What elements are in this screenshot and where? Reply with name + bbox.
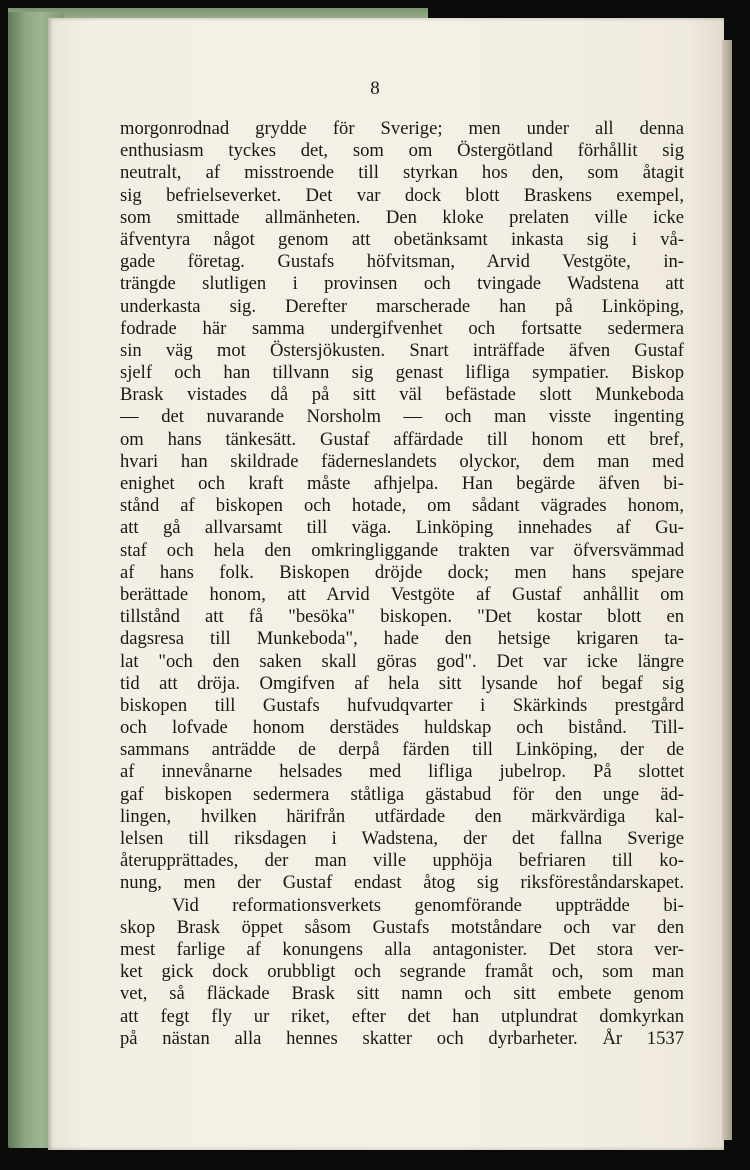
text-line: återupprättades, der man ville upphöja befriaren till ko- xyxy=(120,850,684,872)
text-line: berättade honom, att Arvid Vestgöte af Gustaf anhållit om xyxy=(120,583,684,605)
text-line: att fegt fly ur riket, efter det han utplundrat domkyrkan xyxy=(120,1005,684,1027)
page-number: 8 xyxy=(370,78,380,99)
text-line: gade företag. Gustafs höfvitsman, Arvid Vestgöte, in- xyxy=(120,251,684,273)
text-line: som smittade allmänheten. Den kloke prelaten ville icke xyxy=(120,206,684,228)
text-line: morgonrodnad grydde för Sverige; men under all denna xyxy=(120,118,684,139)
text-line: nung, men der Gustaf endast åtog sig riksföreståndarskapet. xyxy=(120,872,684,894)
text-line: sig befrielseverket. Det var dock blott Braskens exempel, xyxy=(120,184,684,206)
text-line: ket gick dock orubbligt och segrande framåt och, som man xyxy=(120,961,684,983)
text-line: tillstånd att få "besöka" biskopen. "Det kostar blott en xyxy=(120,606,684,628)
text-line: biskopen till Gustafs hufvudqvarter i Skärkinds prestgård xyxy=(120,694,684,716)
text-line: sjelf och han tillvann sig genast lifliga sympatier. Biskop xyxy=(120,362,684,384)
text-line: enthusiasm tyckes det, som om Östergötland förhållit sig xyxy=(120,140,684,162)
text-line: om hans tänkesätt. Gustaf affärdade till honom ett bref, xyxy=(120,428,684,450)
text-line: på nästan alla hennes skatter och dyrbarheter. År 1537 xyxy=(120,1027,684,1049)
text-line: stånd af biskopen och hotade, om sådant vägrades honom, xyxy=(120,495,684,517)
text-line: fodrade här samma undergifvenhet och fortsatte sedermera xyxy=(120,317,684,339)
text-line: — det nuvarande Norsholm — och man visste ingenting xyxy=(120,406,684,428)
text-line: Brask vistades då på sitt väl befästade slott Munkeboda xyxy=(120,384,684,406)
text-line: dagsresa till Munkeboda", hade den hetsige krigaren ta- xyxy=(120,628,684,650)
text-line: lat "och den saken skall göras god". Det var icke längre xyxy=(120,650,684,672)
text-line: äfventyra något genom att obetänksamt inkasta sig i vå- xyxy=(120,228,684,250)
text-line: vet, så fläckade Brask sitt namn och sitt embete genom xyxy=(120,983,684,1005)
text-line: staf och hela den omkringliggande trakten var öfversvämmad xyxy=(120,539,684,561)
body-text xyxy=(120,118,684,1050)
text-line: och lofvade honom derstädes huldskap och bistånd. Till- xyxy=(120,717,684,739)
text-line: skop Brask öppet såsom Gustafs motståndare och var den xyxy=(120,916,684,938)
text-line: af innevånarne helsades med lifliga jubelrop. På slottet xyxy=(120,761,684,783)
text-line: enighet och kraft måste afhjelpa. Han begärde äfven bi- xyxy=(120,473,684,494)
text-line: neutralt, af misstroende till styrkan hos den, som åtagit xyxy=(120,162,684,184)
text-line: Vid reformationsverkets genomförande uppträdde bi- xyxy=(172,894,684,916)
text-line: sammans anträdde de derpå färden till Linköping, der de xyxy=(120,739,684,761)
text-line: af hans folk. Biskopen dröjde dock; men hans spejare xyxy=(120,561,684,583)
text-line: lingen, hvilken härifrån utfärdade den märkvärdiga kal- xyxy=(120,805,684,827)
text-line: tid att dröja. Omgifven af hela sitt lysande hof begaf sig xyxy=(120,672,684,694)
text-line: lelsen till riksdagen i Wadstena, der det fallna Sverige xyxy=(120,828,684,849)
text-line: hvari han skildrade fäderneslandets olyckor, dem man med xyxy=(120,450,684,472)
text-line: sin väg mot Östersjökusten. Snart inträffade äfven Gustaf xyxy=(120,339,684,361)
page-edge xyxy=(722,40,732,1140)
text-line: underkasta sig. Derefter marscherade han på Linköping, xyxy=(120,295,684,317)
text-line: gaf biskopen sedermera ståtliga gästabud för den unge äd- xyxy=(120,783,684,805)
text-line: trängde slutligen i provinsen och tvingade Wadstena att xyxy=(120,273,684,295)
text-line: mest farlige af konungens alla antagonister. Det stora ver- xyxy=(120,938,684,960)
text-line: att gå allvarsamt till väga. Linköping innehades af Gu- xyxy=(120,517,684,539)
